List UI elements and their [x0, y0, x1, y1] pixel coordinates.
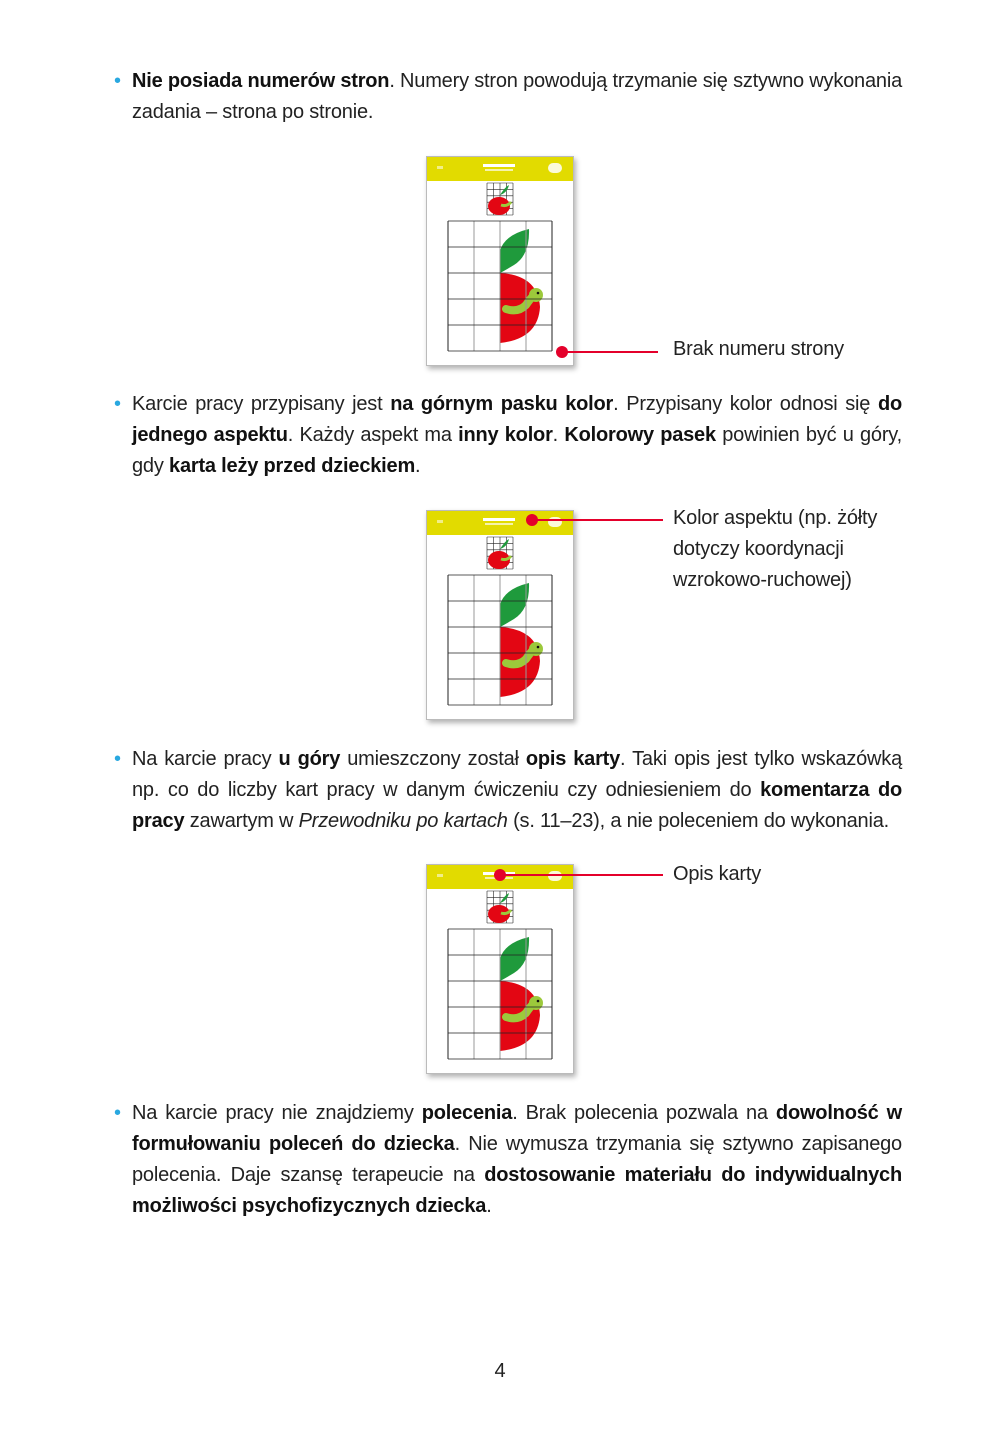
preview-leaf: [500, 893, 509, 903]
text-run: . Każdy aspekt ma: [287, 424, 459, 446]
paragraph-card-description: [114, 744, 902, 837]
bold-text: karta leży przed dzieckiem: [169, 455, 416, 477]
text-run: (s. 11–23), a nie poleceniem do wykonania.: [507, 810, 889, 832]
apple-worm-illustration: [427, 157, 573, 365]
worm-eye: [537, 646, 540, 649]
bold-text: opis karty: [525, 748, 621, 770]
text-run: zawartym w: [184, 810, 299, 832]
drawing-grid: [448, 929, 552, 1059]
paragraph-text: [132, 1098, 902, 1222]
bullet-icon: •: [114, 70, 121, 92]
paragraph-no-page-numbers: [114, 66, 902, 128]
leaf: [500, 583, 529, 627]
preview-grid: [487, 537, 513, 569]
page-number: 4: [494, 1360, 506, 1382]
paragraph-text: [132, 66, 902, 128]
paragraph-text: [132, 389, 902, 482]
bullet-icon: •: [114, 748, 121, 770]
worm-head: [529, 996, 543, 1010]
drawing-grid: [448, 575, 552, 705]
bold-text: inny kolor: [458, 424, 553, 446]
worksheet-card-thumbnail: [426, 864, 574, 1074]
apple-worm-illustration: [427, 865, 573, 1073]
preview-grid: [487, 891, 513, 923]
worm-head: [529, 288, 543, 302]
text-run: .: [486, 1195, 492, 1217]
bold-text: Kolorowy pasek: [564, 424, 716, 446]
text-run: .: [552, 424, 565, 446]
callout-line: [532, 519, 663, 521]
bold-text: dowolność w formułowaniu poleceń do dziecka: [132, 1102, 902, 1155]
callout-card-description: Opis karty: [673, 863, 762, 885]
text-run: Na karcie pracy: [132, 748, 279, 770]
leaf: [500, 229, 529, 273]
worksheet-card-thumbnail: [426, 510, 574, 720]
text-run: Na karcie pracy nie znajdziemy: [132, 1102, 422, 1124]
worm-eye: [537, 1000, 540, 1003]
text-run: powinien być u góry, gdy: [132, 424, 902, 477]
text-run: . Taki opis jest tylko wskazówką np. co do liczby kart pracy w danym ćwiczeniu czy odniesieniem do: [132, 748, 903, 801]
bold-text: dostosowanie materiału do indywidualnych możliwości psychofizycznych dziecka: [132, 1164, 902, 1217]
paragraph-text: [132, 744, 902, 837]
apple-worm-illustration: [427, 511, 573, 719]
text-run: . Przypisany kolor odnosi się: [613, 393, 878, 415]
bullet-icon: •: [114, 393, 121, 415]
callout-line: [562, 351, 658, 353]
bold-text: Nie posiada numerów stron: [132, 70, 390, 92]
worm-head: [529, 642, 543, 656]
text-run: .: [415, 455, 421, 477]
worm-eye: [537, 292, 540, 295]
preview-leaf: [500, 539, 509, 549]
bold-text: komentarza do pracy: [132, 779, 902, 832]
text-run: umieszczony został: [340, 748, 526, 770]
drawing-grid: [448, 221, 552, 351]
text-run: . Nie wymusza trzymania się sztywno zapisanego polecenia. Daje szansę terapeucie na: [132, 1133, 902, 1186]
bullet-icon: •: [114, 1102, 121, 1124]
callout-aspect-color: Kolor aspektu (np. żółty dotyczy koordynacji wzrokowo-ruchowej): [673, 507, 878, 591]
preview-grid: [487, 183, 513, 215]
text-run: . Numery stron powodują trzymanie się sztywno wykonania zadania – strona po stronie.: [132, 70, 902, 123]
callout-line: [500, 874, 663, 876]
paragraph-no-instruction: [114, 1098, 902, 1222]
worksheet-card-thumbnail: [426, 156, 574, 366]
callout-page-number: Brak numeru strony: [673, 338, 844, 360]
text-run: . Brak polecenia pozwala na: [512, 1102, 776, 1124]
bold-text: polecenia: [421, 1102, 513, 1124]
bold-text: u góry: [278, 748, 341, 770]
bold-text: na górnym pasku kolor: [390, 393, 614, 415]
paragraph-color-bar: [114, 389, 902, 482]
leaf: [500, 937, 529, 981]
preview-leaf: [500, 185, 509, 195]
text-run: Karcie pracy przypisany jest: [132, 393, 391, 415]
italic-text: Przewodniku po kartach: [298, 810, 508, 832]
bold-text: do jednego aspektu: [132, 393, 902, 446]
